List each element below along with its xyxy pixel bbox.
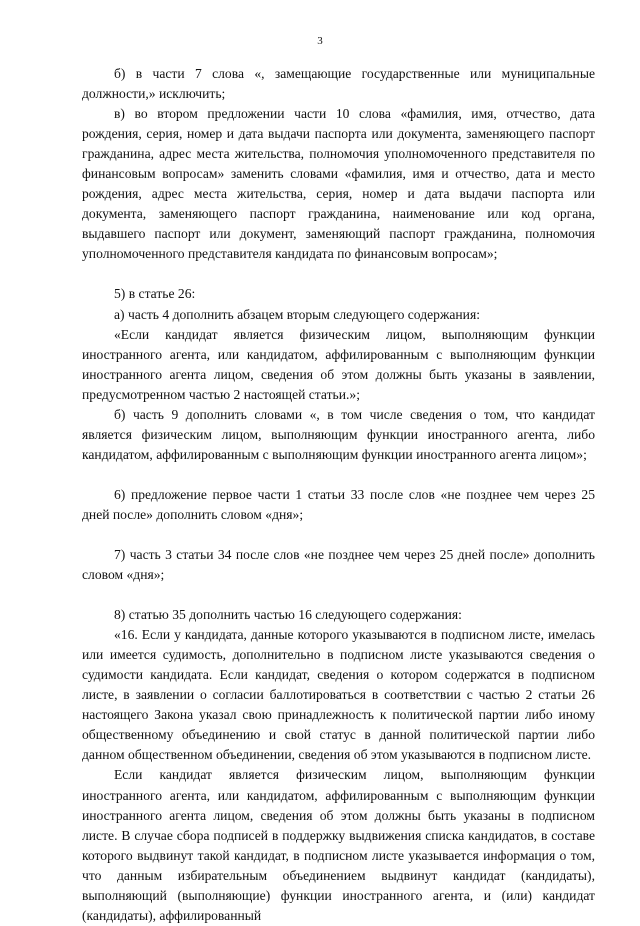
paragraph-item-8-heading: 8) статью 35 дополнить частью 16 следующего содержания: [114, 607, 462, 623]
paragraph-item-5-a-quote: «Если кандидат является физическим лицом, выполняющим функции иностранного агента, или кандидатом, аффилированным с выполняющим функции иностранного агента лицом, сведения об этом должны быть указаны в заявлении, предусмотренном частью 2 настоящей статьи.»; [82, 326, 595, 402]
paragraph-b-part-7: б) в части 7 слова «, замещающие государственные или муниципальные должности,» исключить; [82, 66, 595, 102]
paragraph-item-7: 7) часть 3 статьи 34 после слов «не позднее чем через 25 дней после» дополнить словом «дня»; [82, 546, 595, 583]
paragraph-gap [82, 525, 595, 545]
paragraph-item-5-a: а) часть 4 дополнить абзацем вторым следующего содержания: [114, 306, 480, 322]
page-number: 3 [317, 35, 323, 47]
document-body [82, 64, 595, 926]
paragraph-gap [82, 465, 595, 485]
paragraph-item-8-part-16: «16. Если у кандидата, данные которого указываются в подписном листе, имелась или имеется судимость, дополнительно в подписном листе указываются сведения о судимости кандидата. Если кандидат, сведения о котором содержатся в подписном листе, в заявлении о согласии баллотироваться в соответствии с частью 2 статьи 26 настоящего Закона указал свою принадлежность к политической партии либо иному общественному объединению и свой статус в данной политической партии либо данном общественном объединении, сведения об этом указываются в подписном листе. [82, 627, 595, 763]
paragraph-item-5-heading: 5) в статье 26: [114, 286, 196, 302]
paragraph-item-6: 6) предложение первое части 1 статьи 33 после слов «не позднее чем через 25 дней после» дополнить словом «дня»; [82, 486, 595, 522]
paragraph-v-part-10: в) во втором предложении части 10 слова «фамилия, имя, отчество, дата рождения, серия, номер и дата выдачи паспорта или документа, заменяющего паспорт гражданина, адрес места жительства, полномочия уполномоченного представителя по финансовым вопросам» заменить словами «фамилия, имя и отчество, дата и место рождения, адрес места жительства, серия, номер и дата выдачи паспорта или документа, заменяющего паспорт гражданина, наименование или код органа, выдавшего паспорт или документ, заменяющий паспорт гражданина, полномочия уполномоченного представителя кандидата по финансовым вопросам»; [82, 106, 595, 262]
paragraph-item-8-foreign-agent: Если кандидат является физическим лицом, выполняющим функции иностранного агента, или кандидатом, аффилированным с выполняющим функции иностранного агента лицом, сведения об этом должны быть указаны в подписном листе. В случае сбора подписей в поддержку выдвижения списка кандидатов, в составе которого выдвинут такой кандидат, в подписном листе указывается информация о том, что данным избирательным объединением выдвинут кандидат (кандидаты), выполняющий (выполняющие) функции иностранного агента, и (или) кандидат (кандидаты), аффилированный [82, 767, 595, 923]
paragraph-gap [82, 585, 595, 605]
paragraph-item-5-b: б) часть 9 дополнить словами «, в том числе сведения о том, что кандидат является физическим лицом, выполняющим функции иностранного агента, либо кандидатом, аффилированным с выполняющим функции иностранного агента лицом»; [82, 406, 595, 462]
paragraph-gap [82, 264, 595, 284]
